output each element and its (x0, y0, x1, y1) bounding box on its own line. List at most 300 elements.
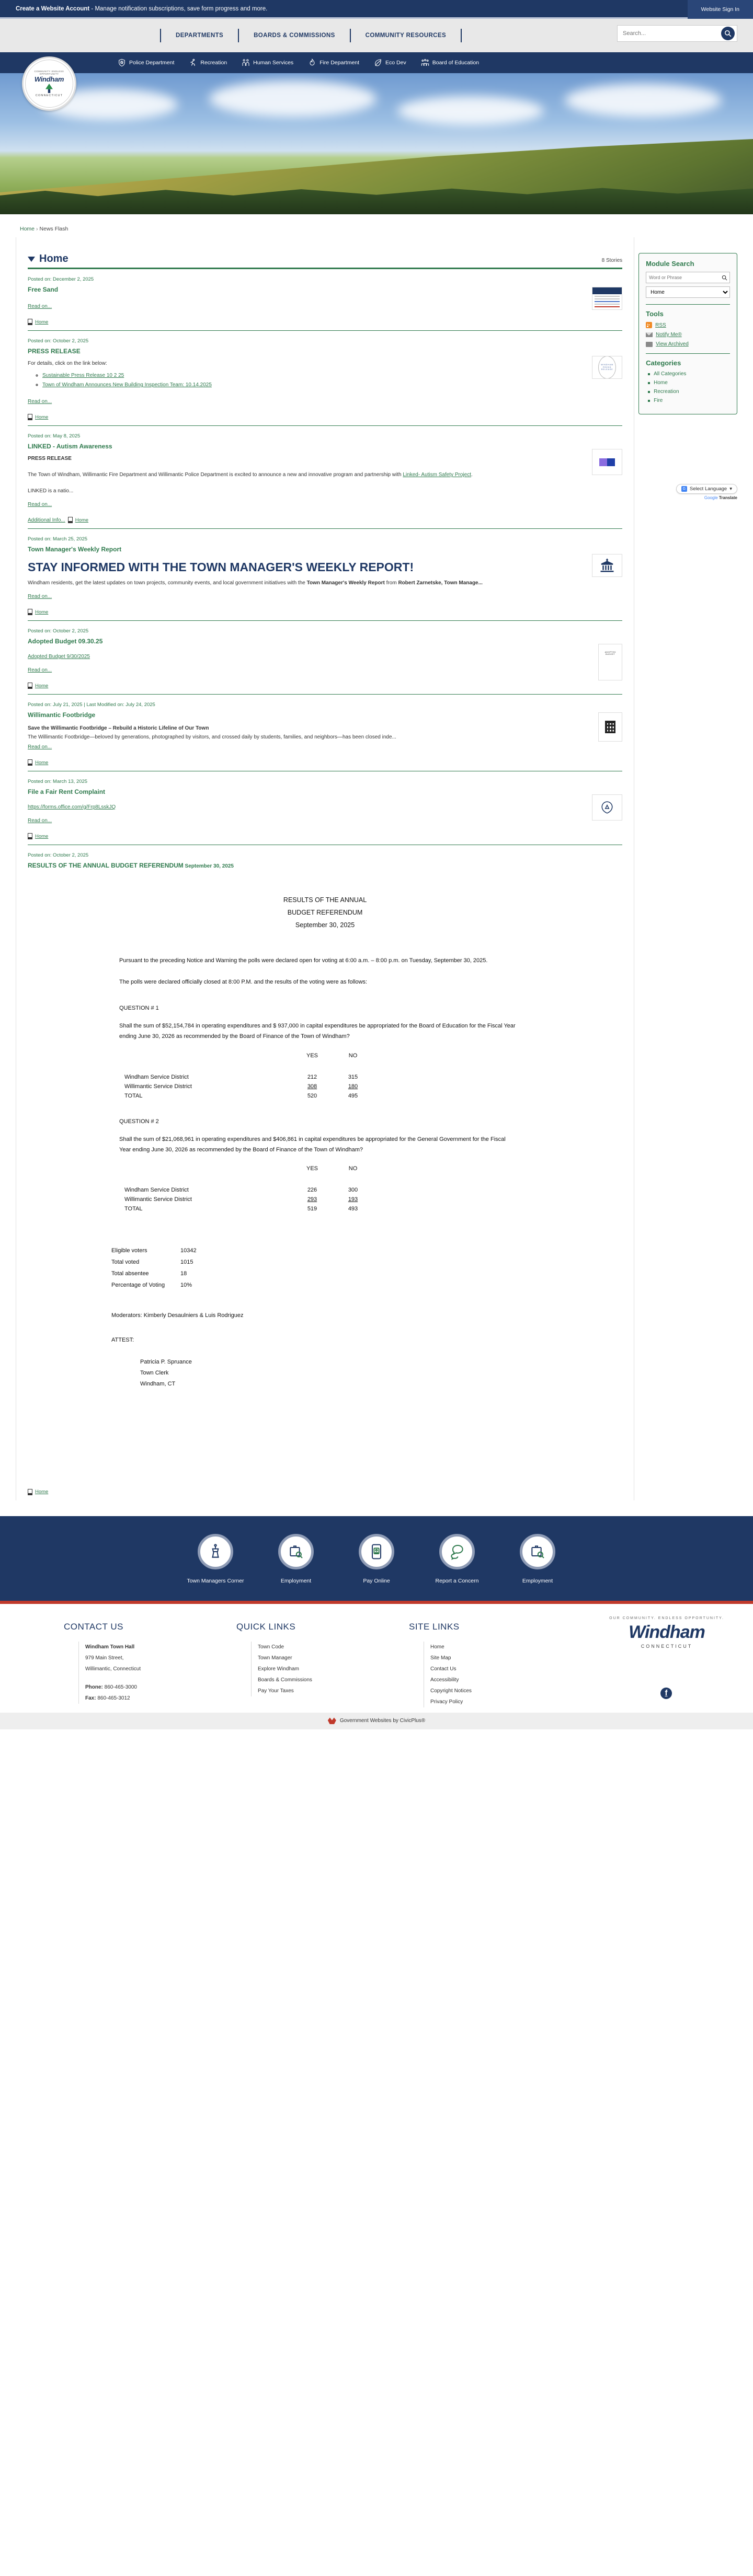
document-icon (28, 759, 32, 766)
dept-item-recreation[interactable] (189, 59, 227, 67)
story-posted-date: Posted on: October 2, 2025 (28, 338, 89, 344)
module-category-select[interactable] (646, 286, 730, 298)
mobile-payment-icon (368, 1543, 385, 1560)
category-list (646, 371, 730, 403)
breadcrumb-current: News Flash (39, 226, 69, 232)
civicplus-credit[interactable]: Government Websites by CivicPlus® (339, 1718, 426, 1724)
story-category-link[interactable]: Home (35, 1489, 49, 1495)
footer-link-accessibility[interactable]: Accessibility (430, 1677, 459, 1683)
footer-contact-body (78, 1642, 235, 1704)
google-translate-credit (676, 495, 737, 500)
thumbnail-line (595, 301, 620, 302)
stat-row (111, 1256, 622, 1268)
row-no-value: 193 (348, 1196, 358, 1203)
module-title-wrap[interactable] (28, 253, 69, 265)
category-item-recreation[interactable] (646, 389, 730, 395)
google-translate-widget[interactable] (676, 483, 737, 500)
right-sidebar (638, 237, 737, 500)
fax-label: Fax: (85, 1695, 96, 1701)
story-link[interactable]: https://forms.office.com/g/Frp8LsskJQ (28, 804, 116, 810)
story-posted-date: Posted on: October 2, 2025 (28, 852, 89, 858)
tree-icon (45, 84, 53, 93)
thumbnail-header-bar (592, 287, 622, 294)
rss-icon (646, 322, 652, 328)
dept-label-eco-dev: Eco Dev (385, 60, 406, 66)
nav-divider (238, 29, 239, 42)
story-read-on-link[interactable]: Read on... (28, 594, 52, 599)
story-title[interactable]: Free Sand (28, 286, 59, 293)
document-icon (28, 414, 32, 420)
footer-link-privacy-policy[interactable]: Privacy Policy (430, 1699, 463, 1705)
bullet-square-icon (648, 373, 650, 375)
row-yes-value: 308 (307, 1083, 317, 1090)
story-category-link[interactable]: Home (75, 517, 89, 523)
row-label: TOTAL (124, 1206, 143, 1212)
question-1-heading: QUESTION # 1 (119, 1004, 159, 1011)
seal-line: PRESS (602, 366, 612, 368)
tools-title: Tools (646, 310, 664, 318)
footer-fax (85, 1693, 235, 1704)
website-signin-button[interactable]: Website Sign In (688, 0, 753, 19)
seal-state-text: CONNECTICUT (35, 94, 63, 97)
module-search-field[interactable] (646, 272, 730, 283)
table-header-blank (119, 1053, 292, 1072)
footer-phone (85, 1682, 235, 1693)
story-category-row (28, 833, 622, 839)
story-category-row (28, 1489, 622, 1495)
table-row (119, 1091, 373, 1101)
doc-title-line: BUDGET REFERENDUM (287, 908, 363, 916)
group-icon (421, 59, 429, 67)
dept-item-board-of-education[interactable] (421, 59, 479, 67)
quicklink-label: Town Managers Corner (187, 1577, 244, 1584)
document-icon (28, 319, 32, 325)
dept-label-human-services: Human Services (253, 60, 294, 66)
quicklink-label: Employment (280, 1577, 312, 1584)
search-button[interactable] (721, 27, 735, 40)
table-row (119, 1082, 373, 1091)
row-no-value: 493 (348, 1206, 358, 1212)
column-header-yes: YES (306, 1165, 318, 1172)
table-row (119, 1195, 373, 1204)
footer-link-pay-your-taxes[interactable]: Pay Your Taxes (258, 1688, 294, 1694)
table-header-row (119, 1053, 373, 1072)
story-thumbnail[interactable] (592, 554, 622, 577)
tool-label-view-archived: View Archived (656, 341, 689, 347)
news-story (28, 845, 622, 1500)
row-label: Willimantic Service District (124, 1083, 192, 1090)
category-label: Fire (654, 398, 663, 403)
question-1-text: Shall the sum of $52,154,784 in operating expenditures and $ 937,000 in capital expenditures be appropriated for the Board of Education for the Fiscal Year ending June 30, 2026 as recommended by the Board of Finance of the Town of Windham? (119, 1022, 516, 1040)
search-icon[interactable] (722, 275, 727, 281)
document-paragraph: The polls were declared officially closed at 8:00 P.M. and the results of the voting were as follows: (119, 978, 368, 985)
document-icon (68, 517, 73, 523)
story-title[interactable]: File a Fair Rent Complaint (28, 788, 106, 795)
story-body (28, 803, 577, 812)
tool-notify-me[interactable] (646, 332, 730, 338)
site-search[interactable] (617, 25, 737, 42)
story-thumbnail[interactable] (592, 794, 622, 821)
town-seal-logo[interactable] (22, 56, 76, 111)
table-row (119, 1185, 373, 1195)
list-item (42, 382, 622, 388)
footer-link-explore-windham[interactable]: Explore Windham (258, 1666, 299, 1672)
people-icon (242, 59, 250, 67)
thumbnail-line (595, 304, 620, 305)
row-yes-value: 226 (307, 1187, 317, 1194)
row-yes-value: 293 (307, 1196, 317, 1203)
seal-ring (25, 60, 73, 108)
row-label: Windham Service District (124, 1187, 189, 1194)
nav-divider (461, 29, 462, 42)
story-category-row (28, 683, 622, 689)
breadcrumb (0, 214, 753, 237)
create-account-desc: - Manage notification subscriptions, save form progress and more. (89, 5, 268, 12)
story-category-row (28, 414, 622, 420)
breadcrumb-separator: › (36, 226, 38, 232)
row-label: Windham Service District (124, 1073, 189, 1080)
story-thumbnail[interactable] (592, 287, 622, 310)
cloud-shape (565, 84, 722, 117)
stories-count: 8 Stories (601, 258, 623, 263)
sidebar-panel (638, 253, 737, 414)
list-item (42, 373, 622, 378)
story-title[interactable]: LINKED - Autism Awareness (28, 443, 112, 450)
story-link[interactable]: Sustainable Press Release 10 2 25 (42, 373, 124, 378)
row-no-value: 315 (348, 1073, 358, 1080)
signer-title: Town Clerk (140, 1370, 169, 1377)
story-body-tail: LINKED is a natio... (28, 488, 74, 494)
module-search-input[interactable] (646, 275, 722, 280)
seal-line: WINDHAM (601, 363, 613, 366)
stat-value: 1015 (180, 1259, 193, 1266)
document-paragraph: Pursuant to the preceding Notice and Warning the polls were declared open for voting at 6:00 a.m. – 8:00 p.m. on Tuesday, September 30, 2025. (119, 957, 488, 964)
account-bar (0, 0, 753, 19)
phone-value: 860-465-3000 (102, 1684, 137, 1690)
footer-logo-state: CONNECTICUT (641, 1643, 693, 1649)
story-inline-link[interactable]: Linked- Autism Safety Project (403, 472, 471, 478)
dept-item-police[interactable] (118, 59, 174, 67)
column-header-no: NO (348, 1165, 358, 1172)
module-search-title: Module Search (646, 260, 694, 268)
puzzle-piece-purple-icon (599, 458, 607, 466)
facebook-icon[interactable]: f (660, 1688, 672, 1699)
category-item-fire[interactable] (646, 398, 730, 403)
dept-label-recreation: Recreation (200, 60, 227, 66)
story-body-bold: Town Manager's Weekly Report (306, 580, 385, 586)
row-label: Willimantic Service District (124, 1196, 192, 1203)
footer-sitelinks-title: SITE LINKS (409, 1621, 460, 1632)
row-yes-value: 520 (307, 1092, 317, 1099)
stat-value: 18 (180, 1270, 187, 1277)
quicklink-circle (359, 1534, 394, 1569)
category-item-all[interactable] (646, 371, 730, 377)
police-badge-icon (118, 59, 126, 67)
footer-org-name (85, 1642, 235, 1653)
story-read-on-link[interactable]: Read on... (28, 744, 52, 750)
table-header-row (119, 1165, 373, 1185)
thumbnail-line (595, 306, 620, 307)
quicklink-circle (520, 1534, 555, 1569)
row-no-value: 300 (348, 1187, 358, 1194)
quicklink-label: Employment (522, 1577, 553, 1584)
footer-address-1: 979 Main Street, (85, 1655, 124, 1661)
story-subheading (28, 454, 577, 463)
table-row (119, 1072, 373, 1082)
story-headline: STAY INFORMED WITH THE TOWN MANAGER'S WEEKLY REPORT! (28, 560, 414, 574)
briefcase-search-icon (529, 1543, 546, 1560)
footer-contact-title: CONTACT US (64, 1621, 123, 1632)
create-account-link[interactable]: Create a Website Account (16, 5, 90, 12)
category-label: Recreation (654, 389, 679, 395)
cloud-shape (209, 80, 376, 117)
signer-location: Windham, CT (140, 1381, 176, 1388)
quicklink-circle (278, 1534, 314, 1569)
quicklink-town-managers-corner[interactable] (186, 1534, 245, 1585)
story-body-mid: from (384, 580, 398, 586)
divider (646, 353, 730, 354)
document-title (28, 894, 622, 931)
footer-link-town-code[interactable]: Town Code (258, 1644, 284, 1650)
dept-item-eco-dev[interactable] (374, 59, 406, 67)
search-icon (724, 30, 732, 37)
story-thumbnail[interactable] (598, 712, 622, 742)
footer-sitelinks-body (424, 1642, 560, 1707)
story-title[interactable]: Town Manager's Weekly Report (28, 546, 122, 553)
story-thumbnail[interactable] (598, 644, 622, 680)
news-story (28, 269, 622, 331)
story-body-bold2: Robert Zarnetske, Town Manage... (398, 580, 483, 586)
story-category-link[interactable]: Home (35, 759, 49, 766)
phone-label: Phone: (85, 1684, 103, 1690)
story-read-on-link[interactable]: Read on... (28, 399, 52, 405)
create-account-text (16, 6, 267, 12)
select-language-dropdown[interactable] (676, 484, 737, 494)
news-flash-main-column (16, 237, 634, 1500)
signer-block (140, 1357, 622, 1390)
table-header-blank (119, 1165, 292, 1185)
tool-label-notify-me: Notify Me® (656, 332, 682, 338)
dept-label-fire: Fire Department (320, 60, 360, 66)
footer-quicklinks-title: QUICK LINKS (236, 1621, 296, 1632)
category-item-home[interactable] (646, 380, 730, 386)
story-posted-date: Posted on: December 2, 2025 (28, 276, 94, 282)
budget-cover-text: ADOPTED BUDGET (604, 651, 616, 655)
tool-view-archived[interactable] (646, 341, 730, 347)
story-category-link[interactable]: Home (35, 683, 49, 689)
content-row (0, 237, 753, 1500)
page-body (0, 214, 753, 1516)
doc-title-line: September 30, 2025 (295, 921, 355, 929)
footer-link-boards-commissions[interactable]: Boards & Commissions (258, 1677, 312, 1683)
story-headline-text: Save the Willimantic Footbridge – Rebuild a Historic Lifeline of Our Town (28, 725, 209, 731)
story-additional-info-link[interactable]: Additional Info... (28, 517, 65, 523)
dept-item-fire[interactable] (308, 59, 359, 67)
seal-line: RELEASE (601, 368, 613, 371)
podium-icon (207, 1543, 224, 1560)
question-2-results-table (119, 1165, 373, 1214)
quicklink-pay-online[interactable] (347, 1534, 406, 1585)
puzzle-piece-blue-icon (607, 458, 615, 466)
site-footer (0, 1604, 753, 1713)
footer-link-contact-us[interactable]: Contact Us (430, 1666, 457, 1672)
stat-label: Eligible voters (111, 1247, 147, 1254)
news-flash-module-header (28, 237, 622, 269)
news-story (28, 621, 622, 695)
divider (646, 304, 730, 305)
row-yes-value: 519 (307, 1206, 317, 1212)
collapse-caret-icon[interactable] (28, 257, 35, 262)
nav-item-departments[interactable]: DEPARTMENTS (176, 32, 224, 39)
briefcase-search-icon (288, 1543, 304, 1560)
story-link[interactable]: Town of Windham Announces New Building Inspection Team: 10.14.2025 (42, 382, 212, 388)
flame-icon (308, 59, 316, 67)
story-body (28, 652, 577, 661)
google-word: Google (704, 495, 718, 500)
story-category-link[interactable]: Home (35, 319, 49, 325)
stat-label: Total absentee (111, 1270, 149, 1277)
footer-logo-tagline: OUR COMMUNITY. ENDLESS OPPORTUNITY. (609, 1616, 724, 1620)
story-category-row (28, 759, 622, 766)
hero-banner-image (0, 73, 753, 214)
story-body (28, 579, 577, 587)
story-posted-date: Posted on: March 13, 2025 (28, 779, 88, 784)
story-category-row (28, 517, 622, 523)
story-title[interactable]: Willimantic Footbridge (28, 711, 96, 719)
story-category-link[interactable]: Home (35, 609, 49, 615)
footer-link-copyright-notices[interactable]: Copyright Notices (430, 1688, 472, 1694)
bullet-square-icon (648, 400, 650, 402)
story-title-part2: September 30, 2025 (183, 863, 234, 869)
runner-icon (189, 59, 197, 67)
quicklink-label: Pay Online (363, 1577, 390, 1584)
document-icon (28, 609, 32, 615)
story-category-link[interactable]: Home (35, 833, 49, 839)
signer-name: Patricia P. Spruance (140, 1359, 192, 1366)
footer-link-site-map[interactable]: Site Map (430, 1655, 451, 1661)
nav-item-community-resources[interactable]: COMMUNITY RESOURCES (365, 32, 447, 39)
moderators-line: Moderators: Kimberly Desaulniers & Luis Rodriguez (111, 1312, 244, 1319)
site-header (0, 19, 753, 52)
story-thumbnail[interactable] (592, 449, 622, 475)
fax-value: 860-465-3012 (96, 1695, 130, 1701)
story-body: The Willimantic Footbridge—beloved by generations, photographed by visitors, and crossed daily by students, families, and neighbors—has been closed inde... (28, 734, 396, 740)
story-read-on-link[interactable]: Read on... (28, 304, 52, 309)
chat-bubbles-icon (449, 1543, 465, 1560)
dept-label-board-of-education: Board of Education (432, 60, 480, 66)
press-release-seal-icon (598, 356, 616, 379)
column-header-yes: YES (306, 1052, 318, 1059)
quicklink-report-a-concern[interactable] (428, 1534, 486, 1585)
stat-label: Percentage of Voting (111, 1282, 165, 1289)
story-read-on-link[interactable]: Read on... (28, 818, 52, 824)
news-story (28, 529, 622, 621)
news-story (28, 331, 622, 426)
stat-row (111, 1245, 622, 1256)
news-story (28, 695, 622, 771)
story-title[interactable] (28, 862, 622, 869)
question-2-heading: QUESTION # 2 (119, 1118, 159, 1125)
story-body-pre: The Town of Windham, Willimantic Fire Department and Willimantic Police Department is excited to announce a new and innovative program and partnership with (28, 472, 403, 478)
chevron-down-icon: ▾ (729, 486, 732, 492)
categories-title: Categories (646, 359, 681, 367)
category-label: All Categories (654, 371, 687, 377)
qr-code-icon (604, 720, 617, 734)
row-yes-value: 212 (307, 1073, 317, 1080)
thumbnail-line (595, 296, 620, 297)
main-navigation (157, 29, 465, 42)
story-link[interactable]: Adopted Budget 9/30/2025 (28, 654, 90, 660)
story-posted-date: Posted on: May 8, 2025 (28, 433, 81, 439)
document-icon (28, 1489, 32, 1495)
story-title[interactable]: PRESS RELEASE (28, 348, 81, 355)
story-body-pre: Windham residents, get the latest updates on town projects, community events, and local government initiatives with the (28, 580, 307, 586)
nav-item-boards-commissions[interactable]: BOARDS & COMMISSIONS (254, 32, 335, 39)
doc-title-line: RESULTS OF THE ANNUAL (283, 896, 367, 904)
story-link-list (42, 373, 622, 388)
stat-value: 10342 (180, 1247, 197, 1254)
story-read-on-link[interactable]: Read on... (28, 502, 52, 507)
footer-link-home[interactable]: Home (430, 1644, 444, 1650)
quicklink-circle (198, 1534, 233, 1569)
story-body: For details, click on the link below: (28, 361, 107, 366)
footer-bottom-bar (0, 1713, 753, 1729)
footer-contact-column (63, 1622, 235, 1707)
story-posted-date: Posted on: July 21, 2025 | Last Modified on: July 24, 2025 (28, 702, 155, 708)
story-thumbnail[interactable] (592, 356, 622, 379)
mail-icon (646, 332, 653, 337)
footer-sitelinks-column (408, 1622, 560, 1707)
document-icon (28, 833, 32, 839)
quicklink-label: Report a Concern (435, 1577, 479, 1584)
question-1-results-table (119, 1053, 373, 1101)
translate-icon: G (681, 486, 687, 492)
dept-item-human-services[interactable] (242, 59, 293, 67)
nav-divider (160, 29, 161, 42)
translate-word: Translate (717, 495, 737, 500)
document-icon (28, 683, 32, 689)
story-headline (28, 724, 577, 733)
story-posted-date: Posted on: October 2, 2025 (28, 628, 89, 634)
search-input[interactable] (618, 30, 721, 37)
referendum-document (28, 873, 622, 1421)
archive-icon (646, 342, 653, 347)
stat-row (111, 1268, 622, 1279)
quicklink-employment-2[interactable] (508, 1534, 567, 1585)
page-title: Home (39, 253, 69, 264)
windham-seal-icon (600, 801, 614, 814)
story-category-link[interactable]: Home (35, 414, 49, 420)
cloud-shape (397, 96, 544, 125)
breadcrumb-home[interactable]: Home (20, 226, 35, 232)
story-body-post: . (471, 472, 473, 478)
story-read-on-link[interactable]: Read on... (28, 667, 52, 673)
story-title[interactable]: Adopted Budget 09.30.25 (28, 638, 103, 645)
footer-quicklinks-body (251, 1642, 408, 1696)
stat-label: Total voted (111, 1259, 140, 1266)
civicplus-logo-icon (328, 1717, 336, 1724)
dept-label-police: Police Department (129, 60, 175, 66)
seal-wordmark: Windham (34, 75, 64, 83)
quicklink-circle (439, 1534, 475, 1569)
bullet-square-icon (648, 391, 650, 393)
select-language-label: Select Language (689, 486, 727, 492)
nav-divider (350, 29, 351, 42)
footer-link-town-manager[interactable]: Town Manager (258, 1655, 292, 1661)
footer-quicklinks-column (235, 1622, 408, 1707)
tool-rss[interactable] (646, 322, 730, 328)
quicklink-employment-1[interactable] (267, 1534, 325, 1585)
